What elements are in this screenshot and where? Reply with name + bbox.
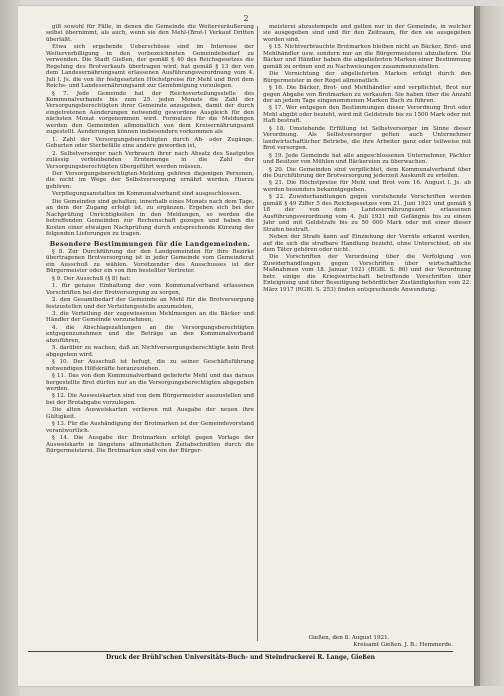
paragraph: 1. Zahl der Versorgungsberechtigten durch Ab- oder Zugänge, Geburten oder Sterbefälle eine andere geworden ist, [46, 136, 254, 150]
book-gutter [474, 6, 480, 686]
paragraph: § 21. Die Höchstpreise für Mehl und Brot vom 16. August l. Js. ab werden besonders bekanntgegeben. [263, 180, 471, 193]
paragraph: gilt sowohl für Fälle, in denen die Gemeinde die Weiterveräußerung selbst übernimmt, als auch, wenn sie den Mehl-(Brot-) Verkauf Dritten überläßt. [46, 24, 254, 43]
paragraph: Neben der Strafe kann auf Einziehung der Vorräte erkannt werden, auf die sich die strafbare Handlung bezieht, ohne Unterschied, ob sie dem Täter gehören oder nicht. [263, 234, 471, 253]
paragraph: § 17. Wer entgegen den Bestimmungen dieser Verordnung Brot oder Mehl abgibt oder bezieht, wird mit Geldstrafe bis zu 1500 Mark oder mit Haft bestraft. [263, 105, 471, 125]
signatory-name: J. B.: Hemmerde. [404, 641, 453, 648]
paragraph: 4. die Abschlagszahlungen an die Versorgungsberechtigten entgegenzunehmen und die Beträge an den Kommunalverband abzuführen, [46, 324, 254, 344]
paragraph: Die Vorschriften der Verordnung über die Verfolgung von Zuwiderhandlungen gegen Vorschriften über wirtschaftliche Maßnahmen vom 18. Januar 1921 (RGBl. S. 86) und der Verordnung betr. einige die Kriegswirtschaft betreffende Vorschriften über Enteignung und über Beseitigung behördlicher Zuständigkeiten vom 22. März 1917 (RGBl. S. 253) finden entsprechende Anwendung. [263, 254, 471, 293]
paragraph: § 9. Der Ausschuß (§ 8) hat: [52, 275, 131, 282]
paragraph: Die Vernichtung der abgelieferten Marken erfolgt durch den Bürgermeister in der Regel allmonatlich. [263, 71, 471, 84]
footer-rule [28, 651, 453, 652]
paragraph: Der Versorgungsberechtigten-Meldung gehören diejenigen Personen, die nicht im Wege der Selbstversorgung ernährt werden. Hierzu gehören: [46, 170, 254, 190]
paragraph: § 10. Der Ausschuß ist befugt, die zu seiner Geschäftsführung notwendigen Hilfskräfte heranzuziehen. [46, 359, 254, 372]
paragraph: Die alten Ausweiskarten verlieren mit Ausgabe der neuen ihre Gültigkeit. [46, 407, 254, 420]
paragraph: § 18. Umstehende Erfüllung ist Selbstversorger im Sinne dieser Verordnung. Als Selbstversorger gelten auch Unternehmer landwirtschaftlicher Betriebe, die ihre Arbeiter ganz oder teilweise mit Brot versorgen. [263, 125, 471, 152]
paragraph: Die Gemeinden sind gehalten, innerhalb eines Monats nach dem Tage, an dem der Zugang erfolgt ist, zu ergänzen. Ergeben sich bei der Nachprüfung Unrichtigkeiten in den Meldungen, so werden die betreffenden Gemeinden zur Rechenschaft gezogen und haben die Kosten einer etwaigen Nachprüfung durch entsprechende Kürzung der folgenden Lieferungen zu tragen. [46, 198, 254, 238]
left-column [46, 24, 254, 636]
paragraph: 2. Selbstversorger nach Verbrauch ihrer nach Absatz des Saatgutes zulässig verbleibenden Erntemenge in die Zahl der Versorgungsberechtigten übergeführt werden müssen. [46, 150, 254, 170]
paragraph: § 22. Zuwiderhandlungen gegen vorstehende Vorschriften werden gemäß § 49 Ziffer 5 des Reichsgesetzes vom 21. Juni 1921 und gemäß § 18 der von dem Landesernährungsamt erlassenen Ausführungsverordnung vom 4. Juli 1921 mit Gefängnis bis zu einem Jahr und mit Geldstrafe bis zu 50 000 Mark oder mit einer dieser Strafen bestraft. [263, 194, 471, 233]
section-heading: Besondere Bestimmungen für die Landgemeinden. [49, 239, 251, 248]
issuing-office: Kreisamt Gießen. [353, 641, 403, 648]
paragraph: 5. darüber zu wachen, daß an Nichtversorgungsberechtigte kein Brot abgegeben wird. [46, 345, 254, 358]
paragraph: § 11. Das von dem Kommunalverband gelieferte Mehl und das daraus hergestellte Brot dürfen nur an die Versorgungsberechtigten abgegeben werden. [46, 373, 254, 393]
paragraph: § 19. Jede Gemeinde hat alle angeschlossenen Unternehmer, Pächter und Besitzer von Mühlen und Bäckereien zu überwachen. [263, 152, 471, 166]
right-column [263, 24, 471, 636]
printer-imprint: Druck der Brühl'schen Universitäts-Buch- und Steindruckerei R. Lange, Gießen [106, 654, 375, 661]
paragraph: Etwa sich ergebende Ueberschüsse sind im Interesse der Weiterverbilligung in den vorbezeichneten Gemeindebedarf zu verwenden. Die Stadt Gießen, der gemäß § 40 des Reichsgesetzes die Regelung des Brotverkaufs übertragen wird, hat gemäß § 13 der von dem Landesernährungsamt erlassenen Ausführungsverordnung vom 4. Juli l. Js. die von ihr festgesetzten Höchstpreise für Mehl und Brot dem Reichs- und Landesernährungsamt zur Genehmigung vorzulegen. [46, 44, 254, 90]
paragraph: Verpflegungsanstalten im Kommunalverband sind ausgeschlossen. [52, 191, 242, 198]
paragraph: § 13. Für die Aushändigung der Brotmarken ist der Gemeindevorstand verantwortlich. [46, 421, 254, 434]
paragraph: § 15. Nichtverbrauchte Brotmarken bleiben nicht an Bäcker, Brot- und Mehlhändler usw. sondern nur an die Bürgermeisterei abzuliefern. Die Bäcker und Händler haben die abgelieferten Marken einer Bestimmung gemäß zu ordnen und zu Nachweisungen zusammenzustellen. [263, 44, 471, 70]
paragraph: 3. die Verteilung der zugewiesenen Mehlmengen an die Bäcker und Händler der Gemeinde vorzunehmen, [46, 311, 254, 324]
scan-edge-shadow [0, 0, 20, 696]
paragraph: § 12. Die Ausweiskarten sind von dem Bürgermeister auszustellen und bei der Brotabgabe vorzulegen. [46, 393, 254, 406]
signature-block [245, 635, 453, 648]
paragraph: § 8. Zur Durchführung der den Landgemeinden für ihre Bezirke übertragenen Brotversorgung ist in jeder Gemeinde vom Gemeinderat ein Ausschuß zu wählen. Vorsitzender des Ausschusses ist der Bürgermeister oder ein von ihm bestellter Vertreter. [46, 248, 254, 275]
paragraph: 1. für genaue Einhaltung der vom Kommunalverband erlassenen Vorschriften bei der Brotversorgung zu sorgen, [46, 283, 254, 296]
paragraph: § 16. Die Bäcker, Brot- und Mehlhändler sind verpflichtet, Brot nur gegen Abgabe von Brotmarken zu verkaufen. Sie haben über die Anzahl der an jedem Tage eingenommenen Marken Buch zu führen. [263, 85, 471, 104]
paragraph: meisterei abzustempeln und gelten nur in der Gemeinde, in welcher sie ausgegeben sind und für den Zeitraum, für den sie ausgegeben worden sind. [263, 24, 471, 43]
paragraph: § 7. Jede Gemeinde hat der Reichsverteilungsstelle des Kommunalverbands bis zum 25. jeden Monats die Zahl der Versorgungsberechtigten ihrer Gemeinde anzugeben, damit der durch eingetretenen Aenderungen notwendig gewordene Ausgleich für den nächsten Monat vorgenommen wird. Formulare für die Meldungen werden den Gemeinden allmonatlich von dem Kreisernährungsamt zugestellt. Aenderungen können insbesondere vorkommen als [46, 90, 254, 136]
document-page [18, 6, 474, 686]
paragraph: § 14. Die Ausgabe der Brotmarken erfolgt gegen Vorlage der Ausweiskarte in längstens allmonatlichen Zeitabschnitten durch die Bürgermeisterei. Die Brotmarken sind von der Bürger- [46, 435, 254, 455]
paragraph: § 20. Die Gemeinden sind verpflichtet, dem Kommunalverband über die Durchführung der Brotversorgung jederzeit Auskunft zu erteilen. [263, 166, 471, 179]
place-date: Gießen, den 8. August 1921. [308, 635, 390, 641]
page-number: 2 [243, 14, 249, 23]
paragraph: 2. den Gesamtbedarf der Gemeinde an Mehl für die Brotversorgung festzustellen und der Verteilungsstelle anzumelden, [46, 297, 254, 310]
column-divider [257, 26, 258, 641]
